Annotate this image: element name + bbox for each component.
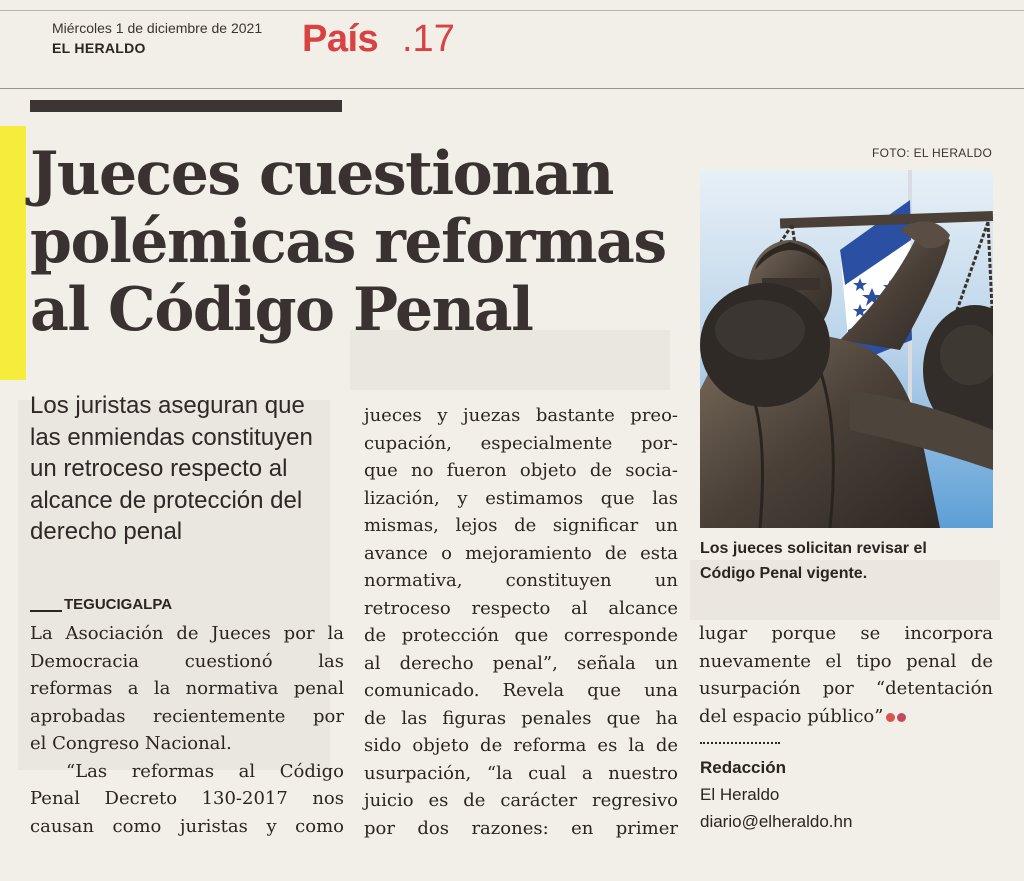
headline-bar <box>30 100 342 112</box>
justice-statue-photo <box>700 170 993 528</box>
deck-line: alcance de protección del <box>30 486 303 514</box>
header-rule <box>0 88 1024 89</box>
body-line: de las figuras penales que ha <box>364 707 678 729</box>
body-line: “Las reformas al Código <box>66 760 344 782</box>
top-rule <box>0 10 1024 11</box>
highlighter-mark <box>0 126 26 380</box>
byline-organization: El Heraldo <box>700 785 780 804</box>
photo-caption <box>700 536 1000 586</box>
body-line: nuevamente el tipo penal de <box>699 650 993 672</box>
body-line: por dos razones: en primer <box>364 817 678 839</box>
newspaper-name: EL HERALDO <box>52 40 146 56</box>
end-mark-icon <box>886 703 908 731</box>
body-line: lugar porque se incorpora <box>699 623 993 644</box>
photo-credit: FOTO: EL HERALDO <box>872 146 993 160</box>
body-line: retroceso respecto al alcance <box>364 597 678 619</box>
headline-line: al Código Penal <box>30 275 533 345</box>
headline <box>30 140 690 344</box>
body-line: reformas a la normativa penal <box>30 678 344 699</box>
deck <box>30 390 350 548</box>
body-line: usurpación por “detentación <box>699 678 993 699</box>
dateline-rule <box>30 610 62 612</box>
body-line: Democracia cuestionó las <box>30 650 344 672</box>
body-line: el Congreso Nacional. <box>30 733 232 754</box>
deck-line: las enmiendas constituyen <box>30 423 313 451</box>
body-line: del espacio público” <box>699 705 884 727</box>
headline-line: polémicas reformas <box>30 207 666 277</box>
body-line: sido objeto de reforma es la de <box>364 735 678 756</box>
body-line: Penal Decreto 130-2017 nos <box>30 788 344 809</box>
body-line: juicio es de carácter regresivo <box>364 790 678 811</box>
body-column-1 <box>30 620 344 840</box>
body-column-2 <box>364 402 678 842</box>
caption-line: Código Penal vigente. <box>700 565 868 582</box>
body-line: al derecho penal”, señala un <box>364 652 678 674</box>
caption-line: Los jueces solicitan revisar el <box>700 540 927 557</box>
deck-line: un retroceso respecto al <box>30 455 288 482</box>
byline-email: diario@elheraldo.hn <box>700 812 853 831</box>
body-line: mismas, lejos de significar un <box>364 515 678 536</box>
issue-date: Miércoles 1 de diciembre de 2021 <box>52 20 263 36</box>
dateline: TEGUCIGALPA <box>64 596 173 613</box>
body-line: causan como juristas y como <box>30 815 344 837</box>
body-line: avance o mejoramiento de esta <box>364 542 678 564</box>
deck-line: derecho penal <box>30 518 183 545</box>
body-line: comunicado. Revela que una <box>364 680 678 701</box>
body-line: que no fueron objeto de socia- <box>364 460 678 481</box>
body-line-last <box>699 703 993 731</box>
body-line: usurpación, “la cual a nuestro <box>364 762 678 784</box>
body-line: de protección que corresponde <box>364 625 678 646</box>
body-line: cupación, especialmente por- <box>364 432 678 454</box>
signature-divider <box>700 742 780 744</box>
byline-name: Redacción <box>700 758 786 777</box>
page-number: .17 <box>402 18 455 60</box>
deck-line: Los juristas aseguran que <box>30 392 305 419</box>
body-line: aprobadas recientemente por <box>30 705 344 727</box>
section-title: País <box>302 18 379 60</box>
body-line: lización, y estimamos que las <box>364 487 678 509</box>
headline-line: Jueces cuestionan <box>30 139 613 209</box>
body-line: normativa, constituyen un <box>364 570 678 591</box>
body-column-3 <box>699 620 993 730</box>
body-line: La Asociación de Jueces por la <box>30 623 344 644</box>
body-line: jueces y juezas bastante preo- <box>364 405 678 426</box>
